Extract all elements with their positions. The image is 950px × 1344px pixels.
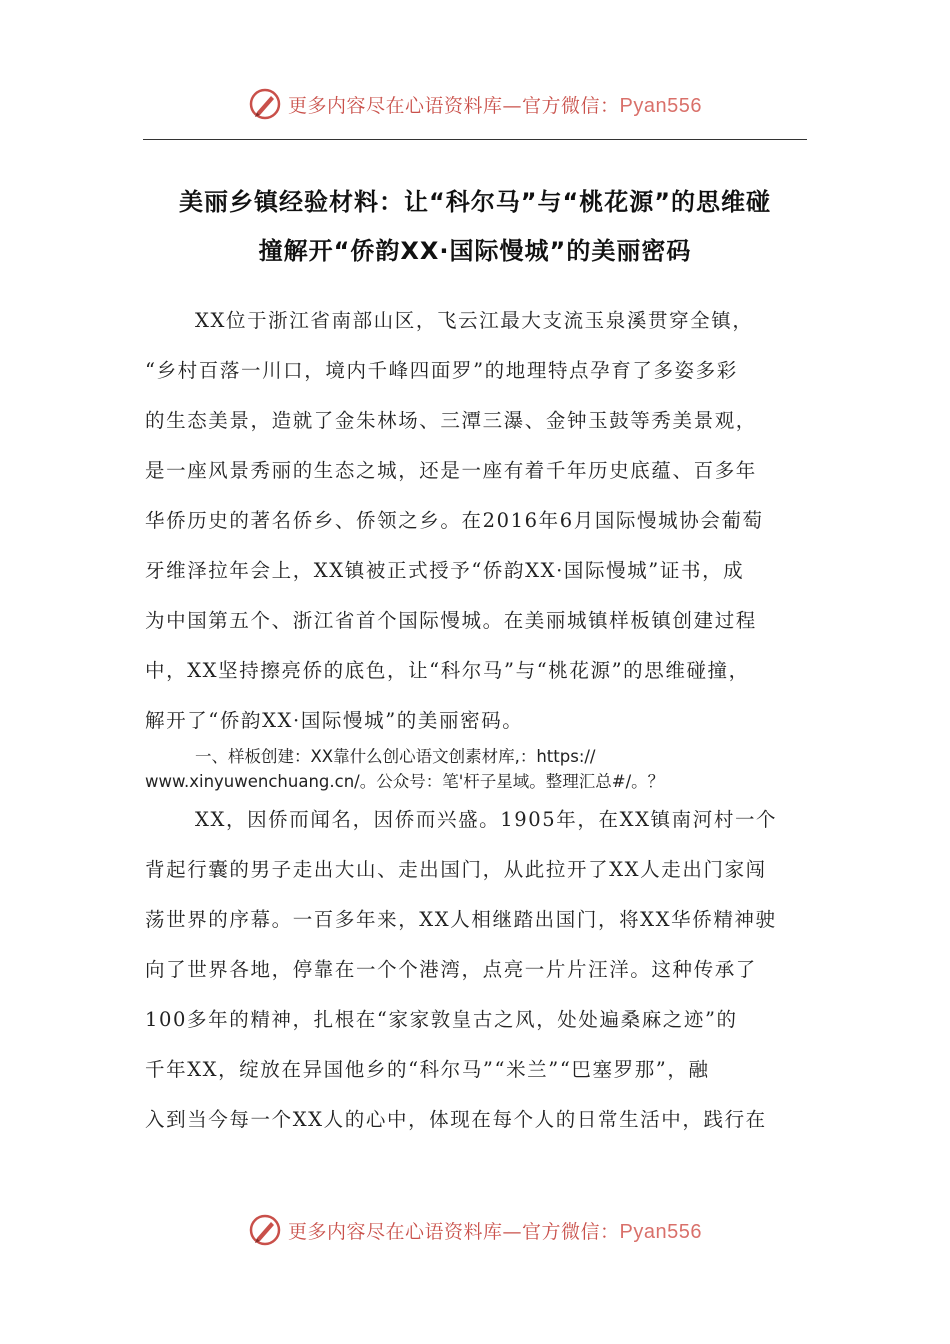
paragraph-line: 背起行囊的男子走出大山、走出国门，从此拉开了XX人走出门家闯 <box>145 858 767 881</box>
paragraph-line: “乡村百落一川口，境内千峰四面罗”的地理特点孕育了多姿多彩 <box>145 359 738 382</box>
pen-logo-icon <box>248 87 282 121</box>
section-heading-line-2: www.xinyuwenchuang.cn/。公众号：笔'杆子星域。整理汇总#/。？ <box>145 772 665 791</box>
paragraph-line: 解开了“侨韵XX·国际慢城”的美丽密码。 <box>145 709 524 732</box>
paragraph-line: 是一座风景秀丽的生态之城，还是一座有着千年历史底蕴、百多年 <box>145 459 757 482</box>
document-title-line-1: 美丽乡镇经验材料：让“科尔马”与“桃花源”的思维碰 <box>178 188 772 216</box>
paragraph-line: 牙维泽拉年会上，XX镇被正式授予“侨韵XX·国际慢城”证书，成 <box>145 559 745 582</box>
paragraph-line: 荡世界的序幕。一百多年来，XX人相继踏出国门，将XX华侨精神驶 <box>145 908 777 931</box>
paragraph-line: XX位于浙江省南部山区，飞云江最大支流玉泉溪贯穿全镇， <box>195 309 754 332</box>
paragraph-line: 华侨历史的著名侨乡、侨领之乡。在2016年6月国际慢城协会葡萄 <box>145 509 764 532</box>
footer-banner-text <box>288 1217 702 1244</box>
pen-logo-icon <box>248 1213 282 1247</box>
document-title-line-2: 撞解开“侨韵XX·国际慢城”的美丽密码 <box>258 237 692 265</box>
paragraph-line: 为中国第五个、浙江省首个国际慢城。在美丽城镇样板镇创建过程 <box>145 609 757 632</box>
header-banner-text <box>288 91 702 118</box>
footer-banner-label: 更多内容尽在心语资料库—官方微信： <box>288 1220 620 1243</box>
paragraph-line: 千年XX，绽放在异国他乡的“科尔马”“米兰”“巴塞罗那”，融 <box>145 1058 710 1081</box>
paragraph-line: 入到当今每一个XX人的心中，体现在每个人的日常生活中，践行在 <box>145 1108 767 1131</box>
header-divider <box>143 139 807 140</box>
paragraph-line: XX，因侨而闻名，因侨而兴盛。1905年，在XX镇南河村一个 <box>195 808 778 831</box>
footer-banner-handle: Pyan556 <box>619 1220 702 1243</box>
header-banner-label: 更多内容尽在心语资料库—官方微信： <box>288 94 620 117</box>
paragraph-line: 的生态美景，造就了金朱林场、三潭三瀑、金钟玉鼓等秀美景观， <box>145 409 757 432</box>
paragraph-line: 中，XX坚持擦亮侨的底色，让“科尔马”与“桃花源”的思维碰撞， <box>145 659 750 682</box>
section-heading <box>145 744 810 794</box>
paragraph-line: 100多年的精神，扎根在“家家敦皇古之风，处处遍桑麻之迹”的 <box>145 1008 738 1031</box>
paragraph-line: 向了世界各地，停靠在一个个港湾，点亮一片片汪洋。这种传承了 <box>145 958 757 981</box>
section-heading-line-1: 一、样板创建：XX靠什么创心语文创素材库,：https:// <box>195 747 596 766</box>
paragraph-intro <box>145 296 810 746</box>
header-banner-handle: Pyan556 <box>619 94 702 117</box>
footer-banner <box>0 1210 950 1250</box>
header-banner <box>0 84 950 124</box>
paragraph-history <box>145 795 810 1145</box>
